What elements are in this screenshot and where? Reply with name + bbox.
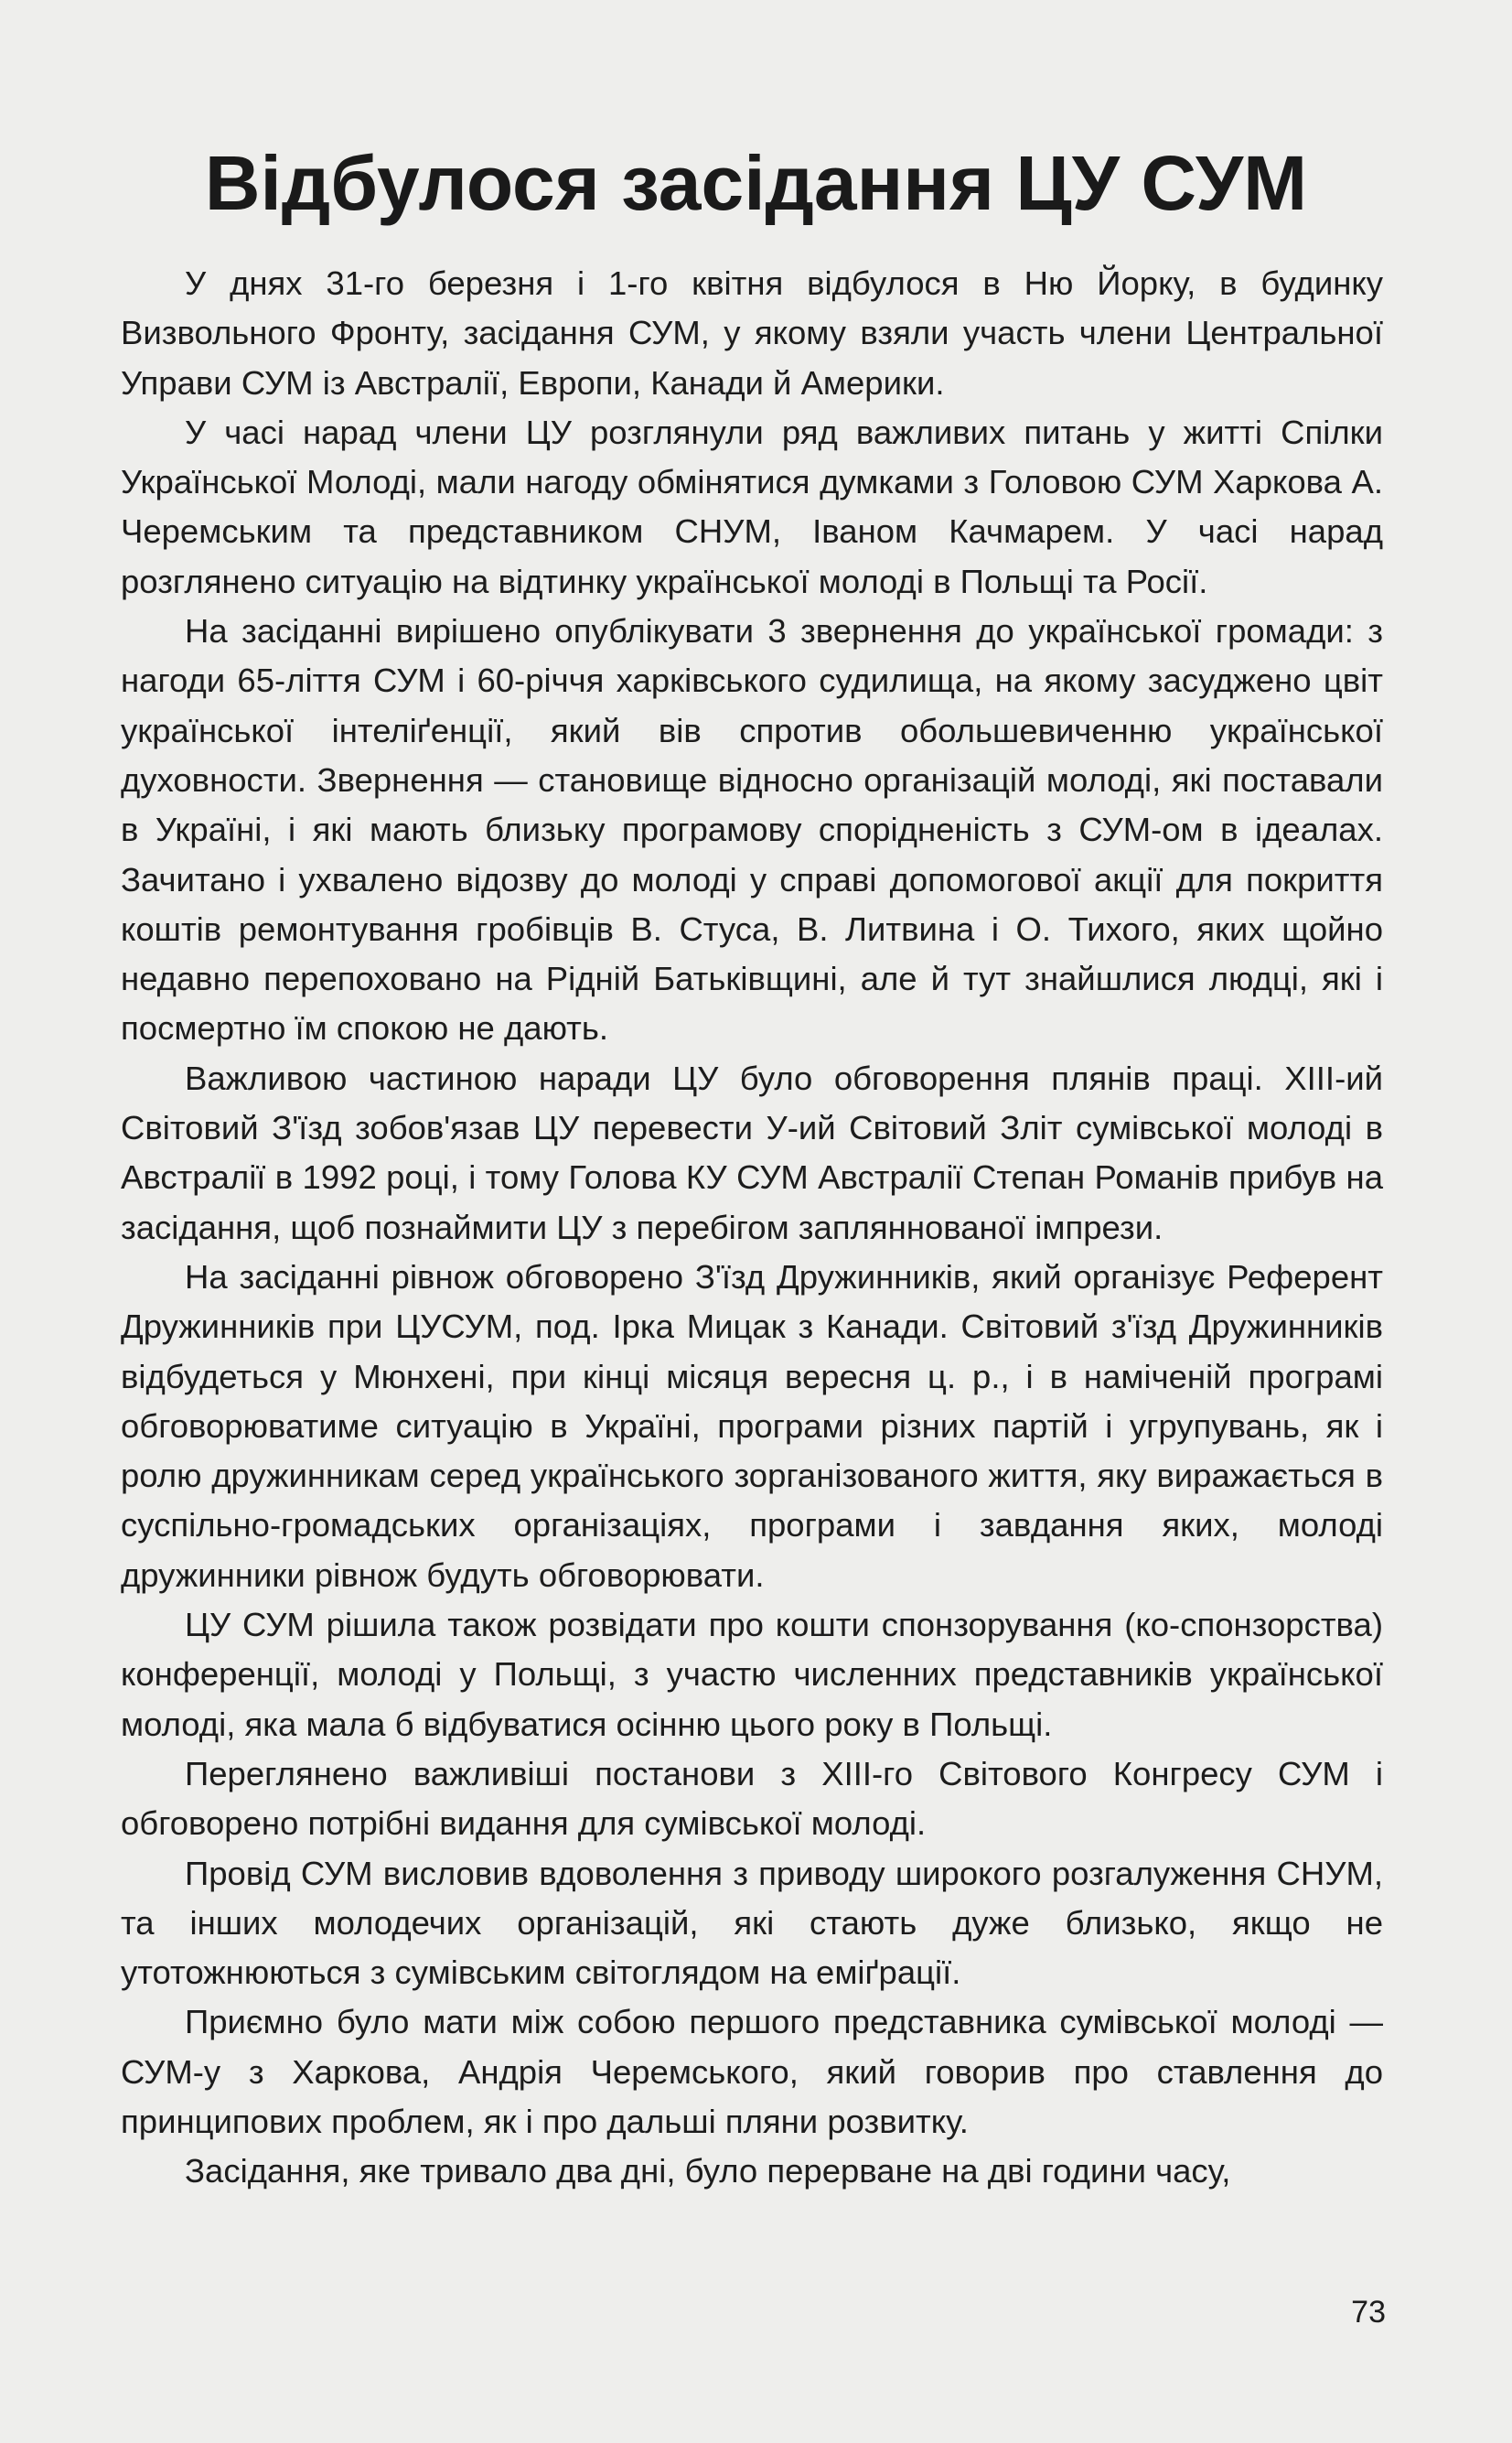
paragraph: Засідання, яке тривало два дні, було перерване на дві години часу, bbox=[185, 2152, 1231, 2190]
paragraph: ЦУ СУМ рішила також розвідати про кошти спонзорування (ко-спонзорства) конференції, молоді у Польщі, з участю численних представників української молоді, яка мала б відбуватися осінню цього року в Польщі. bbox=[121, 1606, 1383, 1743]
paragraph: У днях 31-го березня і 1-го квітня відбулося в Ню Йорку, в будинку Визвольного Фронту, засідання СУМ, у якому взяли участь члени Центральної Управи СУМ із Австралії, Европи, Канади й Америки. bbox=[121, 264, 1383, 402]
paragraph: У часі нарад члени ЦУ розглянули ряд важливих питань у житті Спілки Української Молоді, мали нагоду обмінятися думками з Головою СУМ Харкова А. Черемським та представником СНУМ, Іваном Качмарем. У часі нарад розглянено ситуацію на відтинку української молоді в Польщі та Росії. bbox=[121, 413, 1383, 600]
page-number: 73 bbox=[1351, 2295, 1386, 2330]
page-title: Відбулося засідання ЦУ СУМ bbox=[204, 140, 1308, 226]
paragraph: Переглянено важливіші постанови з XIII-го Світового Конгресу СУМ і обговорено потрібні видання для сумівської молоді. bbox=[121, 1754, 1383, 1843]
paragraph: Приємно було мати між собою першого представника сумівської молоді — СУМ-у з Харкова, Андрія Черемського, який говорив про ставлення до принципових проблем, як і про дальші пляни розвитку. bbox=[121, 2003, 1383, 2140]
paragraph: Провід СУМ висловив вдоволення з приводу широкого розгалуження СНУМ, та інших молодечих організацій, які стають дуже близько, якщо не утотожнюються з сумівським світоглядом на еміґрації. bbox=[121, 1854, 1383, 1992]
paragraph: На засіданні рівнож обговорено З'їзд Дружинників, який організує Референт Дружинників при ЦУСУМ, под. Ірка Мицак з Канади. Світовий з'їзд Дружинників відбудеться у Мюнхені, при кінці місяця вересня ц. р., і в наміченій програмі обговорюватиме ситуацію в Україні, програми різних партій і угрупувань, як і ролю дружинникам серед українського зорганізованого життя, яку виражається в суспільно-громадських організаціях, програми і завдання яких, молоді дружинники рівнож будуть обговорювати. bbox=[121, 1257, 1383, 1594]
article-body bbox=[121, 259, 1383, 2197]
paragraph: На засіданні вирішено опублікувати 3 звернення до української громади: з нагоди 65-ліття СУМ і 60-річчя харківського судилища, на якому засуджено цвіт української інтеліґенції, який вів спротив обольшевиченню української духовности. Звернення — становище відносно організацій молоді, які поставали в Україні, і які мають близьку програмову спорідненість з СУМ-ом в ідеалах. Зачитано і ухвалено відозву до молоді у справі допомогової акції для покриття коштів ремонтування гробівців В. Стуса, В. Литвина і О. Тихого, яких щойно недавно перепоховано на Рідній Батьківщині, але й тут знайшлися людці, які і посмертно їм спокою не дають. bbox=[121, 612, 1383, 1048]
paragraph: Важливою частиною наради ЦУ було обговорення плянів праці. XIII-ий Світовий З'їзд зобов'язав ЦУ перевести У-ий Світовий Зліт сумівської молоді в Австралії в 1992 році, і тому Голова КУ СУМ Австралії Степан Романів прибув на засідання, щоб познаймити ЦУ з перебігом запляннованої імпрези. bbox=[121, 1059, 1383, 1246]
